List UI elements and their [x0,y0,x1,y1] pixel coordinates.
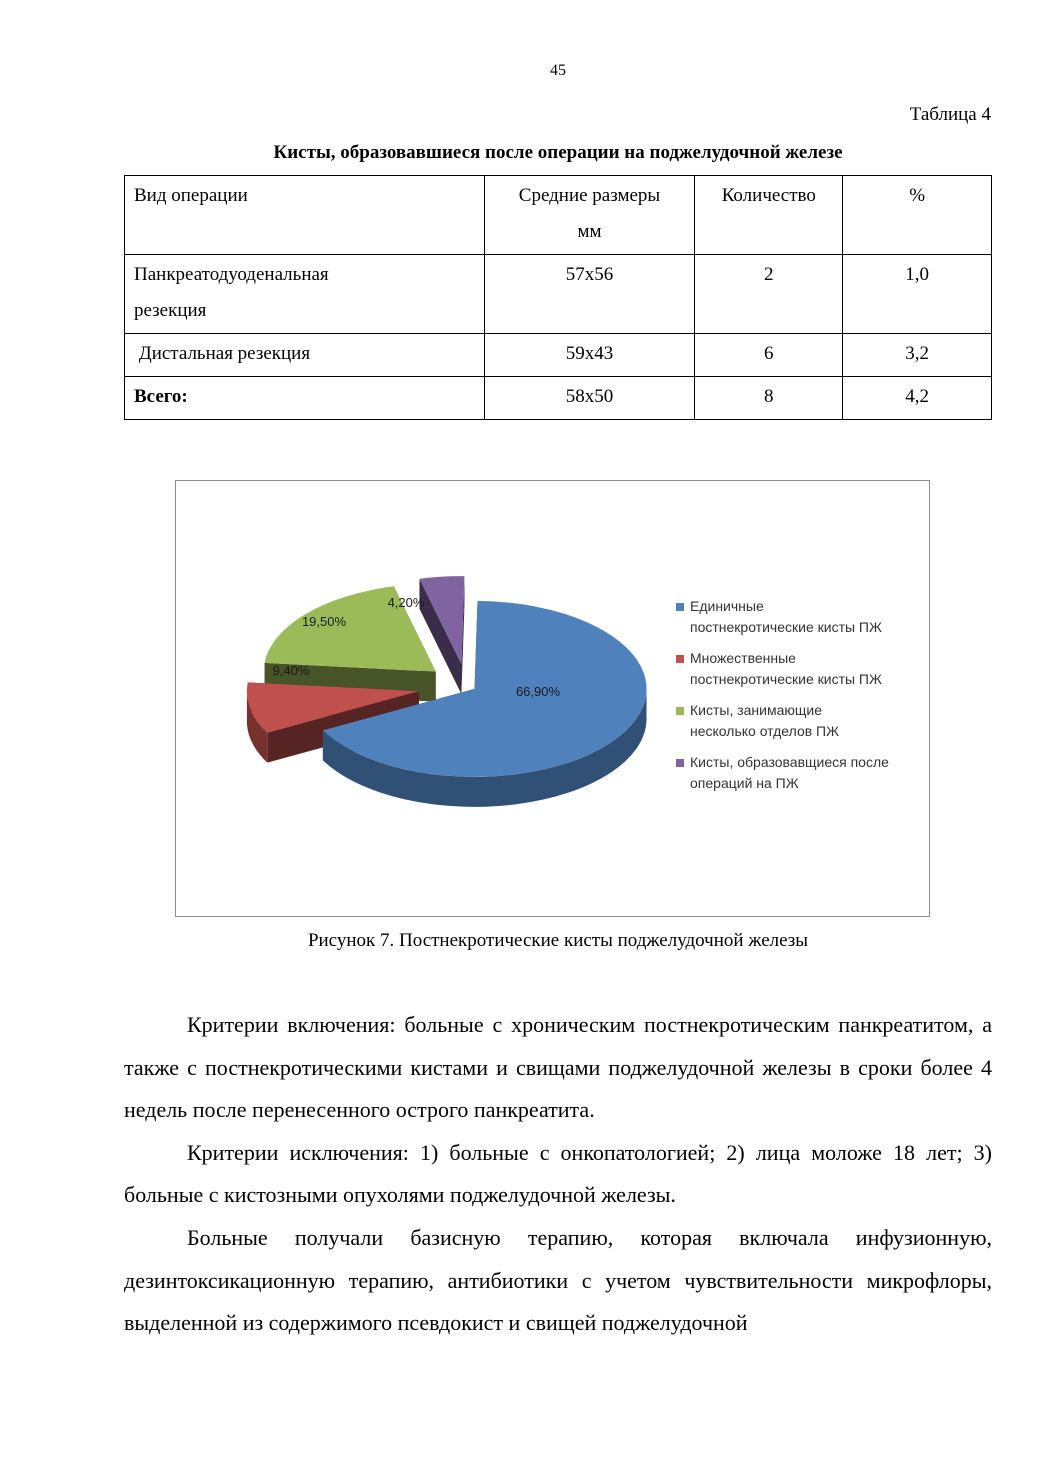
legend-entry: Единичные [690,598,764,614]
pie-chart [176,481,929,916]
cell-percent: 3,2 [843,334,992,377]
legend-entry: Кисты, занимающие [690,702,823,718]
legend-entry: постнекротические кисты ПЖ [690,619,882,635]
legend-entry: операций на ПЖ [690,775,799,791]
table-row [125,255,992,334]
body-text [124,1004,992,1345]
total-size: 58х50 [484,377,695,420]
slice-data-label: 9,40% [272,663,310,678]
cell-operation-line2: резекция [134,300,207,321]
cell-operation [125,255,485,334]
paragraph-therapy: Больные получали базисную терапию, которая включала инфузионную, дезинтоксикационную терапию, антибиотики с учетом чувствительности микрофлоры, выделенной из содержимого псевдокист и свищей поджелудочной [124,1224,992,1336]
cell-operation-line1: Панкреатодуоденальная [134,264,329,285]
table-total-row [125,377,992,420]
figure-caption: Рисунок 7. Постнекротические кисты поджелудочной железы [307,930,809,951]
cysts-table [124,175,992,420]
cell-size: 59х43 [484,334,695,377]
legend-swatch [676,707,684,715]
header-size-line2: мм [577,221,602,242]
legend-entry: несколько отделов ПЖ [690,723,840,739]
legend-swatch [676,759,684,767]
cell-percent: 1,0 [843,255,992,334]
slice-data-label: 66,90% [515,684,561,699]
table-label: Таблица 4 [909,104,991,125]
table-row [125,334,992,377]
table-title: Кисты, образовавшиеся после операции на поджелудочной железе [273,142,843,163]
header-size-line1: Средние размеры [518,185,661,206]
cell-count: 6 [695,334,843,377]
total-label: Всего: [125,377,485,420]
page-number: 45 [550,62,566,79]
paragraph-inclusion: Критерии включения: больные с хроническим постнекротическим панкреатитом, а также с постнекротическими кистами и свищами поджелудочной железы в сроки более 4 недель после перенесенного острого панкреатита. [124,1012,992,1123]
legend-entry: Множественные [690,650,796,666]
legend-entry: постнекротические кисты ПЖ [690,671,882,687]
slice-data-label: 19,50% [301,614,347,629]
paragraph-exclusion: Критерии исключения: 1) больные с онкопатологией; 2) лица моложе 18 лет; 3) больные с кистозными опухолями поджелудочной железы. [124,1139,992,1208]
total-count: 8 [695,377,843,420]
pie-chart-frame [175,480,930,917]
table-header-row [125,176,992,255]
header-size [484,176,695,255]
cell-operation: Дистальная резекция [125,334,485,377]
cell-size: 57х56 [484,255,695,334]
total-percent: 4,2 [843,377,992,420]
legend-entry: Кисты, образовавщиеся после [690,754,889,770]
header-count: Количество [695,176,843,255]
legend-swatch [676,603,684,611]
slice-data-label: 4,20% [387,595,425,610]
header-operation: Вид операции [125,176,485,255]
header-percent: % [843,176,992,255]
legend-swatch [676,655,684,663]
cell-count: 2 [695,255,843,334]
